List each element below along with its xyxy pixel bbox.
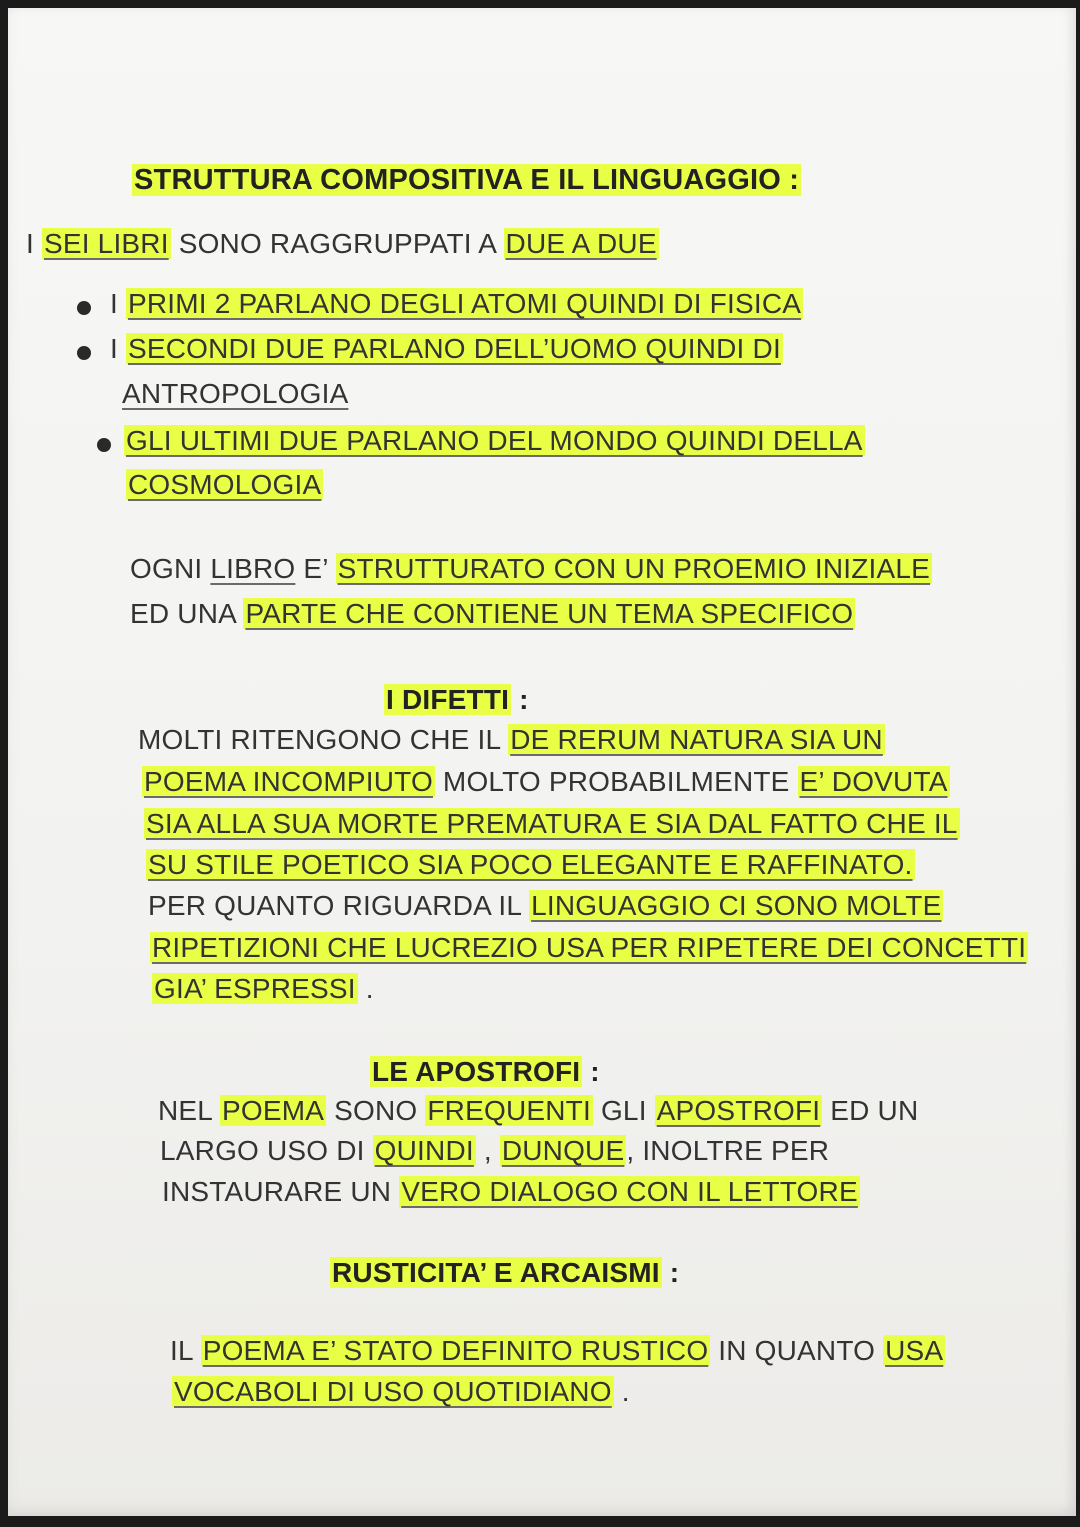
highlight-run: STRUTTURATO CON UN PROEMIO INIZIALE <box>337 553 931 584</box>
highlight-run: VOCABOLI DI USO QUOTIDIANO <box>174 1376 612 1407</box>
text-run: , INOLTRE PER <box>626 1135 830 1166</box>
difetti-line-3 <box>144 808 960 840</box>
underline-run: ANTROPOLOGIA <box>122 378 349 409</box>
difetti-line-6 <box>150 932 1028 964</box>
text-run: MOLTO PROBABILMENTE <box>434 766 798 797</box>
highlight-run: VERO DIALOGO CON IL LETTORE <box>401 1176 858 1207</box>
highlight-run: POEMA <box>222 1095 325 1126</box>
highlight-run: PARTE CHE CONTIENE UN TEMA SPECIFICO <box>245 598 854 629</box>
highlight-run: PRIMI 2 PARLANO DEGLI ATOMI QUINDI DI FISICA <box>127 288 802 319</box>
text-run: SONO <box>326 1095 426 1126</box>
text-run: : <box>511 684 529 715</box>
difetti-line-2 <box>142 766 950 798</box>
underline-run: LIBRO <box>210 553 296 584</box>
heading-difetti <box>384 684 529 716</box>
highlight-run: SECONDI DUE PARLANO DELL’UOMO QUINDI DI <box>127 333 781 364</box>
highlight-run: POEMA E’ STATO DEFINITO RUSTICO <box>202 1335 709 1366</box>
bullet-item-3 <box>124 425 865 457</box>
text-run: NEL <box>158 1095 221 1126</box>
heading-struttura-text: STRUTTURA COMPOSITIVA E IL LINGUAGGIO : <box>134 164 800 196</box>
apostrofi-line-3 <box>162 1176 860 1208</box>
text-run: . <box>613 1376 630 1407</box>
text-run: I <box>26 228 42 259</box>
text-run: ED UN <box>822 1095 919 1126</box>
text-run: IL <box>170 1335 201 1366</box>
highlight-run: POEMA INCOMPIUTO <box>144 766 433 797</box>
libro-line-1 <box>130 553 932 585</box>
highlight-run: GIA’ ESPRESSI <box>154 973 356 1004</box>
libro-line-2 <box>130 598 855 630</box>
highlight-run: FREQUENTI <box>427 1095 591 1126</box>
heading-difetti-text: I DIFETTI <box>386 684 510 715</box>
apostrofi-line-2 <box>160 1135 829 1167</box>
bullet-item-2 <box>110 333 783 365</box>
text-run: OGNI <box>130 553 211 584</box>
highlight-run: RIPETIZIONI CHE LUCREZIO USA PER RIPETERE DEI CONCETTI <box>152 932 1027 963</box>
paper-sheet <box>8 8 1076 1516</box>
highlight-due-a-due: DUE A DUE <box>505 228 657 259</box>
text-run: MOLTI RITENGONO CHE IL <box>138 724 509 755</box>
text-run: : <box>661 1257 680 1288</box>
text-run: IN QUANTO <box>710 1335 884 1366</box>
text-run: ED UNA <box>130 598 244 629</box>
highlight-run: SU STILE POETICO SIA POCO ELEGANTE E RAFFINATO. <box>148 849 913 880</box>
highlight-run: COSMOLOGIA <box>128 469 322 500</box>
intro-line <box>26 228 659 260</box>
text-run: . <box>357 973 374 1004</box>
highlight-run: SIA ALLA SUA MORTE PREMATURA E SIA DAL FATTO CHE IL <box>146 808 958 839</box>
difetti-line-4 <box>146 849 915 881</box>
heading-apostrofi-text: LE APOSTROFI <box>372 1056 581 1087</box>
bullet-item-2-cont <box>122 378 348 410</box>
apostrofi-line-1 <box>158 1095 918 1127</box>
highlight-sei-libri: SEI LIBRI <box>43 228 169 259</box>
highlight-run: QUINDI <box>374 1135 474 1166</box>
bullet-dot-icon <box>77 301 91 315</box>
highlight-run: E’ DOVUTA <box>799 766 948 797</box>
heading-rusticita-text: RUSTICITA’ E ARCAISMI <box>332 1257 660 1288</box>
bullet-dot-icon <box>97 438 111 452</box>
text-run: INSTAURARE UN <box>162 1176 400 1207</box>
text-run: , <box>475 1135 500 1166</box>
text-run: I <box>110 288 126 319</box>
text-run: : <box>582 1056 600 1087</box>
highlight-run: DE RERUM NATURA SIA UN <box>510 724 883 755</box>
highlight-run: USA <box>885 1335 944 1366</box>
heading-apostrofi <box>370 1056 600 1088</box>
text-run: E’ <box>295 553 336 584</box>
bullet-item-3-cont <box>126 469 323 501</box>
difetti-line-1 <box>138 724 885 756</box>
difetti-line-7 <box>152 973 374 1005</box>
highlight-run: LINGUAGGIO CI SONO MOLTE <box>531 890 942 921</box>
difetti-line-5 <box>148 890 943 922</box>
bullet-item-1 <box>110 288 803 320</box>
highlight-run: GLI ULTIMI DUE PARLANO DEL MONDO QUINDI DELLA <box>126 425 863 456</box>
bullet-dot-icon <box>77 346 91 360</box>
text-run: PER QUANTO RIGUARDA IL <box>148 890 530 921</box>
heading-struttura <box>132 164 801 197</box>
text-run: I <box>110 333 126 364</box>
heading-rusticita <box>330 1257 679 1289</box>
text-run: GLI <box>592 1095 655 1126</box>
rusticita-line-1 <box>170 1335 945 1367</box>
highlight-run: APOSTROFI <box>656 1095 821 1126</box>
text-run: SONO RAGGRUPPATI A <box>170 228 504 259</box>
highlight-run: DUNQUE <box>501 1135 625 1166</box>
text-run: LARGO USO DI <box>160 1135 373 1166</box>
rusticita-line-2 <box>172 1376 630 1408</box>
